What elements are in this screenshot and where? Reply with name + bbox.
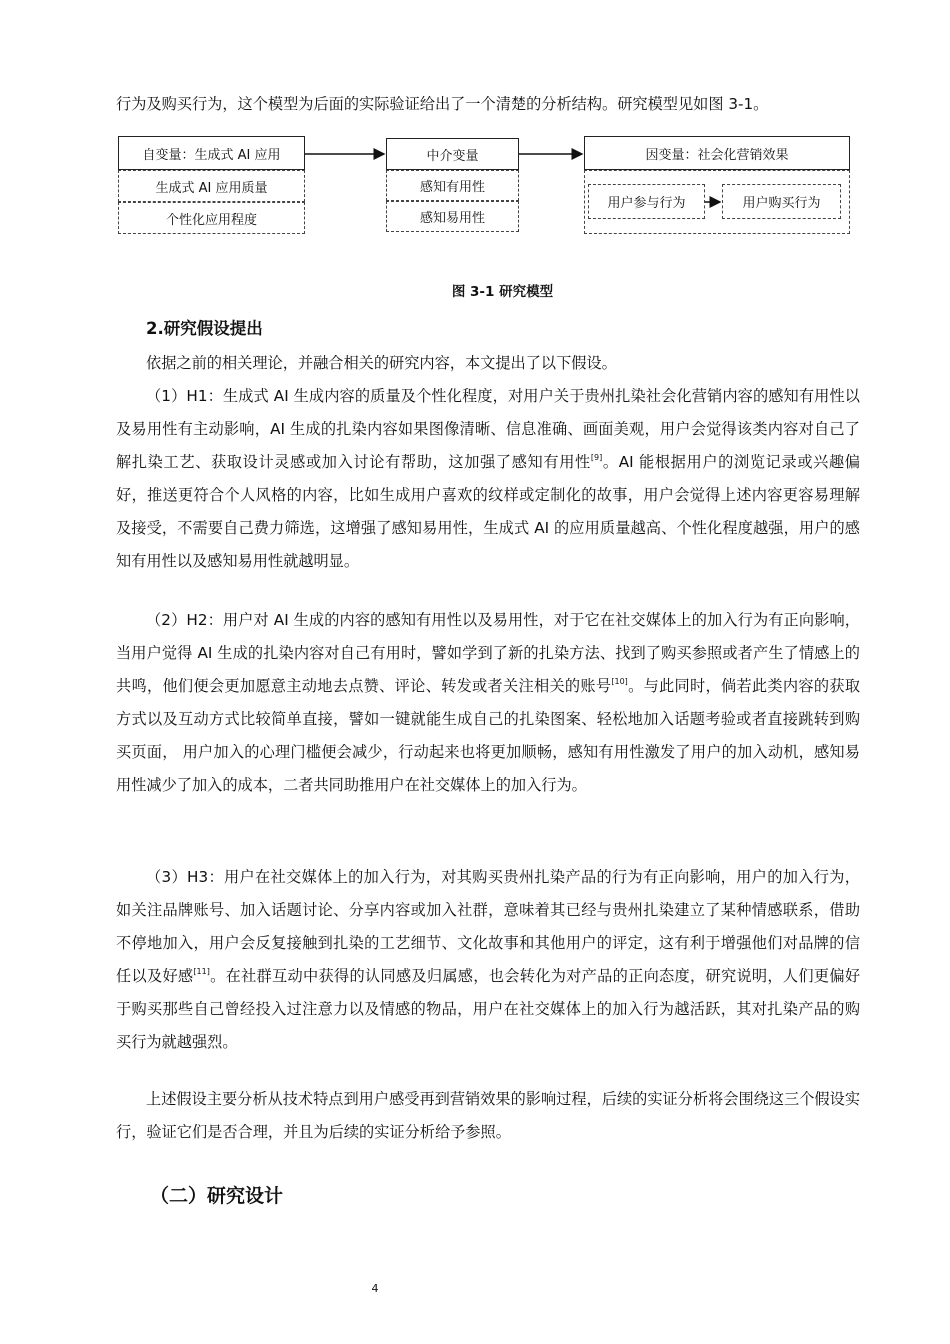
subheading-hypotheses: 2.研究假设提出 — [146, 319, 263, 338]
iv-item-quality: 生成式 AI 应用质量 — [118, 170, 305, 202]
hypothesis-h3-paragraph — [116, 861, 860, 1059]
citation-9: [9] — [590, 453, 603, 462]
h2-text-a: （2）H2：用户对 AI 生成的内容的感知有用性以及易用性，对于它在社交媒体上的加入行为有正向影响，当用户觉得 AI 生成的扎染内容对自己有用时，譬如学到了新的扎染方法、找到了购买参照或者产生了情感上的共鸣，他们便会更加愿意主动地去点赞、评论、转发或者关注相关的账号 — [116, 611, 860, 695]
intro-line: 行为及购买行为，这个模型为后面的实际验证给出了一个清楚的分析结构。研究模型见如图 3-1。 — [116, 95, 769, 113]
hypothesis-h2-paragraph — [116, 604, 860, 802]
iv-item-personalization: 个性化应用程度 — [118, 202, 305, 234]
section-heading: （二）研究设计 — [150, 1185, 284, 1207]
hypothesis-h1-paragraph — [116, 380, 860, 578]
h3-text-a: （3）H3：用户在社交媒体上的加入行为，对其购买贵州扎染产品的行为有正向影响，用户的加入行为，如关注品牌账号、加入话题讨论、分享内容或加入社群，意味着其已经与贵州扎染建立了某种情感联系，借助不停地加入，用户会反复接触到扎染的工艺细节、文化故事和其他用户的评定，这有利于增强他们对品牌的信任以及好感 — [116, 868, 860, 985]
h2-text-b: 。与此同时，倘若此类内容的获取方式以及互动方式比较简单直接，譬如一键就能生成自己的扎染图案、轻松地加入话题考验或者直接跳转到购买页面， 用户加入的心理门槛便会减少，行动起来也将更加顺畅，感知有用性激发了用户的加入动机，感知易用性减少了加入的成本，二者共同助推用户在社交媒体上的加入行为。 — [116, 677, 861, 794]
dv-item-purchase: 用户购买行为 — [722, 184, 841, 219]
research-model-diagram — [118, 136, 850, 238]
h3-text-b: 。在社群互动中获得的认同感及归属感，也会转化为对产品的正向态度，研究说明，人们更偏好于购买那些自己曾经投入过注意力以及情感的物品，用户在社交媒体上的加入行为越活跃，其对扎染产品的购买行为就越强烈。 — [116, 967, 861, 1051]
mediator-variable-box: 中介变量 — [386, 138, 519, 170]
mediator-item-ease-of-use: 感知易用性 — [386, 201, 519, 232]
mediator-item-usefulness: 感知有用性 — [386, 170, 519, 201]
summary-paragraph: 上述假设主要分析从技术特点到用户感受再到营销效果的影响过程，后续的实证分析将会围绕这三个假设实行，验证它们是否合理，并且为后续的实证分析给予参照。 — [116, 1090, 860, 1141]
lead-paragraph: 依据之前的相关理论，并融合相关的研究内容，本文提出了以下假设。 — [146, 354, 617, 372]
h1-text-a: （1）H1：生成式 AI 生成内容的质量及个性化程度，对用户关于贵州扎染社会化营销内容的感知有用性以及易用性有主动影响，AI 生成的扎染内容如果图像清晰、信息准确、画面美观，用户会觉得该类内容对自己了解扎染工艺、获取设计灵感或加入讨论有帮助，这加强了感知有用性 — [116, 387, 860, 471]
citation-10: [10] — [611, 677, 628, 686]
independent-variable-box: 自变量：生成式 AI 应用 — [118, 136, 305, 170]
page-number: 4 — [371, 1282, 379, 1295]
figure-caption: 图 3-1 研究模型 — [451, 284, 554, 300]
citation-11: [11] — [193, 967, 210, 976]
dependent-variable-box: 因变量：社会化营销效果 — [584, 136, 850, 170]
dv-item-participation: 用户参与行为 — [588, 184, 705, 219]
h1-text-b: 。AI 能根据用户的浏览记录或兴趣偏好，推送更符合个人风格的内容，比如生成用户喜欢的纹样或定制化的故事，用户会觉得上述内容更容易理解及接受，不需要自己费力筛选，这增强了感知易用性，生成式 AI 的应用质量越高、个性化程度越强，用户的感知有用性以及感知易用性就越明显。 — [116, 453, 860, 570]
